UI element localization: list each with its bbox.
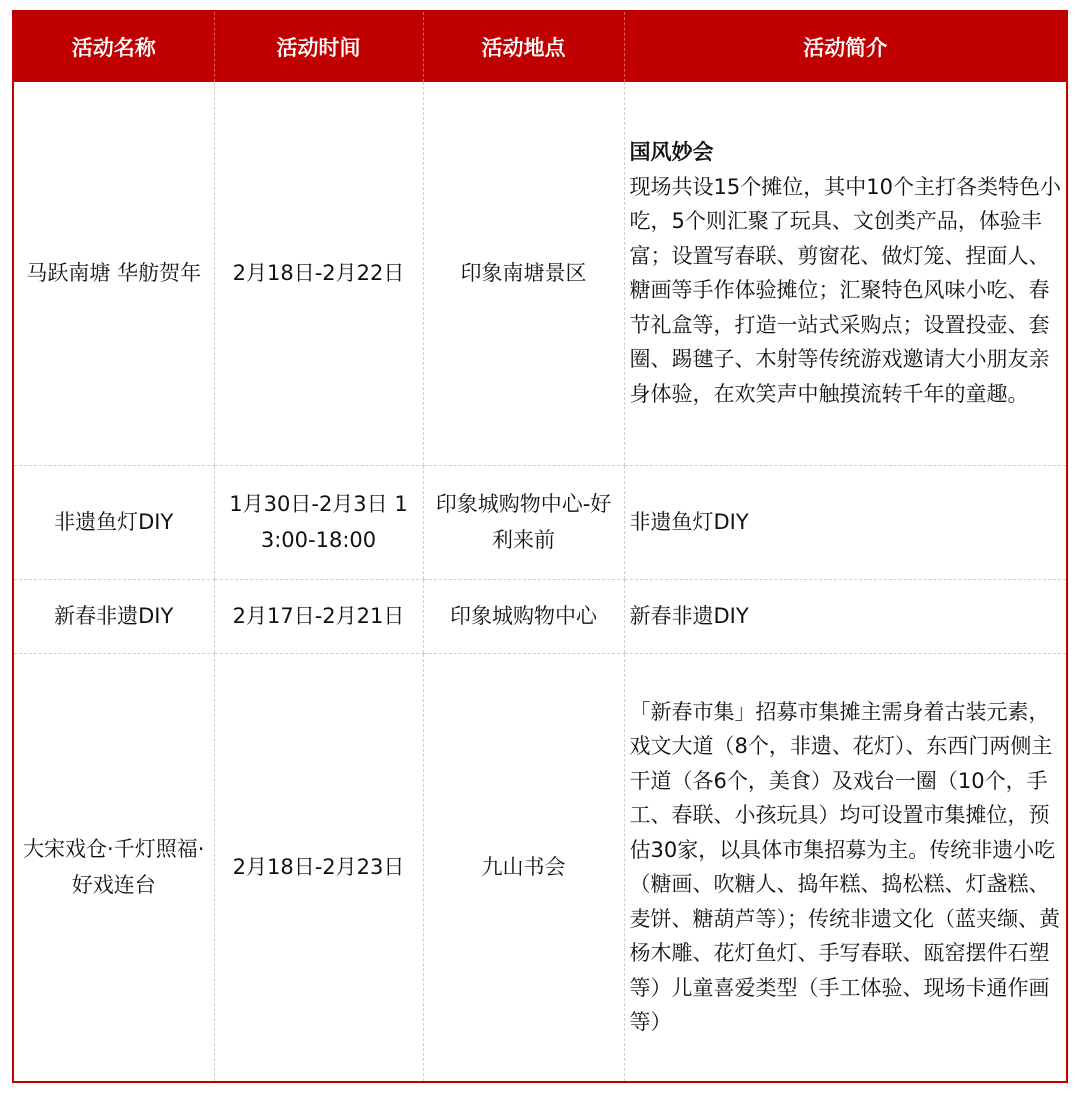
- event-location: 印象城购物中心: [423, 579, 624, 653]
- event-location: 九山书会: [423, 653, 624, 1081]
- event-time: 1月30日-2月3日 13:00-18:00: [214, 465, 423, 579]
- event-description: [624, 653, 1066, 1081]
- table-header: [14, 12, 1066, 82]
- table-row: [14, 579, 1066, 653]
- event-description-body: 现场共设15个摊位，其中10个主打各类特色小吃，5个则汇聚了玩具、文创类产品，体验丰富；设置写春联、剪窗花、做灯笼、捏面人、糖画等手作体验摊位；汇聚特色风味小吃、春节礼盒等，打造一站式采购点；设置投壶、套圈、踢毽子、木射等传统游戏邀请大小朋友亲身体验，在欢笑声中触摸流转千年的童趣。: [629, 174, 1061, 406]
- event-name: 非遗鱼灯DIY: [14, 465, 214, 579]
- table-row: [14, 653, 1066, 1081]
- event-table: [14, 12, 1066, 1081]
- header-location: 活动地点: [423, 12, 624, 82]
- event-description-body: 「新春市集」招募市集摊主需身着古装元素，戏文大道（8个，非遗、花灯）、东西门两侧主干道（各6个，美食）及戏台一圈（10个，手工、春联、小孩玩具）均可设置市集摊位，预估30家，以具体市集招募为主。传统非遗小吃（糖画、吹糖人、捣年糕、捣松糕、灯盏糕、麦饼、糖葫芦等）；传统非遗文化（蓝夹缬、黄杨木雕、花灯鱼灯、手写春联、瓯窑摆件石塑等）儿童喜爱类型（手工体验、现场卡通作画等）: [629, 699, 1060, 1035]
- event-description: [624, 465, 1066, 579]
- header-name: 活动名称: [14, 12, 214, 82]
- event-name: 新春非遗DIY: [14, 579, 214, 653]
- event-location: 印象南塘景区: [423, 82, 624, 465]
- event-name: 马跃南塘 华舫贺年: [14, 82, 214, 465]
- event-description-body: 新春非遗DIY: [629, 603, 749, 628]
- table-body: [14, 82, 1066, 1081]
- event-location: 印象城购物中心-好利来前: [423, 465, 624, 579]
- event-description: [624, 579, 1066, 653]
- table-row: [14, 465, 1066, 579]
- table-row: [14, 82, 1066, 465]
- event-description: [624, 82, 1066, 465]
- header-time: 活动时间: [214, 12, 423, 82]
- event-description-body: 非遗鱼灯DIY: [629, 509, 749, 534]
- event-time: 2月17日-2月21日: [214, 579, 423, 653]
- event-table-frame: [12, 10, 1068, 1083]
- event-time: 2月18日-2月23日: [214, 653, 423, 1081]
- event-time: 2月18日-2月22日: [214, 82, 423, 465]
- header-row: [14, 12, 1066, 82]
- event-description-title: 国风妙会: [629, 140, 714, 165]
- event-name: 大宋戏仓·千灯照福·好戏连台: [23, 837, 205, 898]
- header-description: 活动简介: [624, 12, 1066, 82]
